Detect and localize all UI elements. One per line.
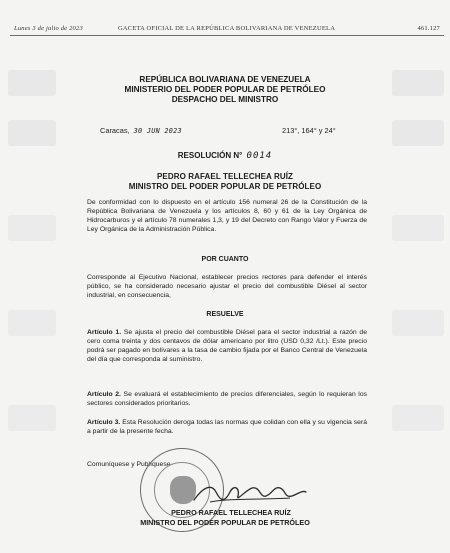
article-3-text: Esta Resolución deroga todas las normas que colidan con ella y su vigencia será a partir de la presente fecha. bbox=[87, 419, 368, 435]
stamped-date: 30 JUN 2023 bbox=[133, 127, 182, 135]
article-3 bbox=[87, 419, 367, 437]
ministry-heading bbox=[0, 75, 450, 105]
signature-title: MINISTRO DEL PODER POPULAR DE PETRÓLEO bbox=[140, 517, 310, 527]
signer-name: PEDRO RAFAEL TELLECHEA RUÍZ bbox=[156, 172, 294, 181]
resolution-label: RESOLUCIÓN N° bbox=[177, 151, 243, 160]
city: Caracas, bbox=[100, 126, 130, 135]
header-date: Lunes 3 de julio de 2023 bbox=[14, 25, 83, 32]
article-1-label: Artículo 1. bbox=[87, 329, 122, 336]
signature-name: PEDRO RAFAEL TELLECHEA RUÍZ bbox=[171, 508, 291, 517]
header-rule bbox=[10, 35, 444, 36]
resuelve-heading: RESUELVE bbox=[206, 311, 244, 318]
resolution-value: 0014 bbox=[246, 151, 273, 161]
office-name: DESPACHO DEL MINISTRO bbox=[171, 95, 279, 104]
resolution-number bbox=[0, 151, 450, 161]
ministry-name: MINISTERIO DEL PODER POPULAR DE PETRÓLEO bbox=[124, 85, 326, 94]
article-2-label: Artículo 2. bbox=[87, 391, 121, 398]
header-page-number: 461.127 bbox=[417, 25, 440, 32]
signature-block bbox=[0, 508, 450, 527]
por-cuanto-paragraph: Corresponde al Ejecutivo Nacional, establecer precios rectores para defender el interés público, se ha considerado necesario ajustar el precio del combustible Diésel al sector industrial, en consecuencia, bbox=[87, 274, 367, 299]
article-2-text: Se evaluará el establecimiento de precios diferenciales, según lo requieran los sectores considerados prioritarios. bbox=[87, 391, 367, 407]
signer-title: MINISTRO DEL PODER POPULAR DE PETRÓLEO bbox=[128, 182, 322, 191]
preamble-paragraph: De conformidad con lo dispuesto en el artículo 156 numeral 26 de la Constitución de la República Bolivariana de Venezuela y los artículos 8, 60 y 61 de la Ley Orgánica de Hidrocarburos y el artículo 78 numerales 1,3, y 19 del Decreto con Rango Valor y Fuerza de Ley Orgánica de la Administración Pública. bbox=[87, 199, 367, 233]
article-2 bbox=[87, 391, 367, 409]
article-1 bbox=[87, 329, 367, 365]
closing-line: Comuníquese y Publíquese bbox=[87, 461, 171, 468]
header-gazette-title: GACETA OFICIAL DE LA REPÚBLICA BOLIVARIANA DE VENEZUELA bbox=[118, 25, 336, 32]
article-3-label: Artículo 3. bbox=[87, 419, 121, 426]
handwritten-signature-icon bbox=[190, 478, 310, 508]
country-name: REPÚBLICA BOLIVARIANA DE VENEZUELA bbox=[139, 75, 311, 84]
article-1-text: Se ajusta el precio del combustible Diésel para el sector industrial a razón de cero coma treinta y dos centavos de dólar americano por litro (USD 0,32 /Lt.). Este precio podrá ser pagado en bolívares a la tasa de cambio fijada por el Banco Central de Venezuela del día que corresponda al suministro. bbox=[87, 329, 367, 363]
por-cuanto-heading: POR CUANTO bbox=[201, 256, 249, 263]
signer-header bbox=[0, 172, 450, 192]
place-date bbox=[100, 126, 182, 135]
years-reference: 213°, 164° y 24° bbox=[282, 126, 336, 135]
